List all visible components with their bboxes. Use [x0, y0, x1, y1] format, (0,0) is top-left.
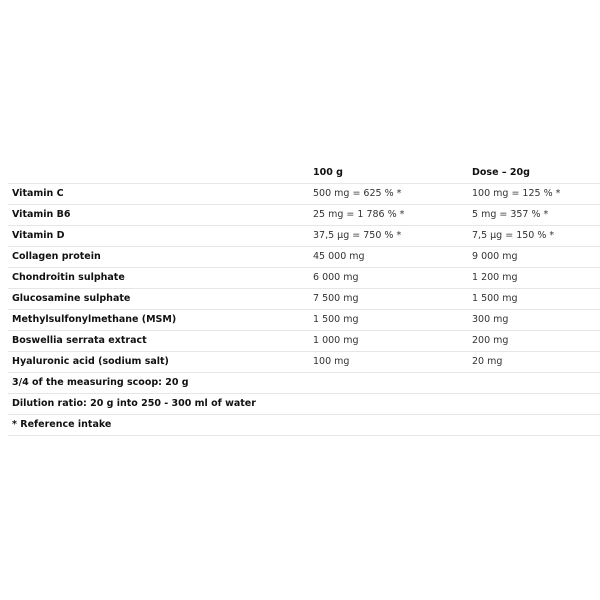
table-row: [8, 247, 600, 268]
ingredient-name: Methylsulfonylmethane (MSM): [8, 310, 309, 331]
value-per-dose: 300 mg: [468, 310, 600, 331]
header-per-100g: 100 g: [309, 163, 468, 184]
table-row: [8, 184, 600, 205]
table-row: [8, 352, 600, 373]
table-row: [8, 394, 600, 415]
value-per-dose: [468, 415, 600, 436]
ingredient-name: Vitamin C: [8, 184, 309, 205]
value-per-100g: 100 mg: [309, 352, 468, 373]
value-per-dose: 9 000 mg: [468, 247, 600, 268]
serving-note: 3/4 of the measuring scoop: 20 g: [8, 373, 309, 394]
ingredient-name: Hyaluronic acid (sodium salt): [8, 352, 309, 373]
table-row: [8, 373, 600, 394]
header-per-dose: Dose – 20g: [468, 163, 600, 184]
value-per-dose: [468, 373, 600, 394]
value-per-100g: 7 500 mg: [309, 289, 468, 310]
value-per-100g: 1 500 mg: [309, 310, 468, 331]
ingredient-name: Vitamin B6: [8, 205, 309, 226]
value-per-dose: 100 mg = 125 % *: [468, 184, 600, 205]
value-per-100g: [309, 394, 468, 415]
value-per-100g: [309, 415, 468, 436]
ingredient-name: Boswellia serrata extract: [8, 331, 309, 352]
value-per-100g: 1 000 mg: [309, 331, 468, 352]
table-header: [8, 163, 600, 184]
table-row: [8, 331, 600, 352]
table-row: [8, 310, 600, 331]
value-per-dose: 200 mg: [468, 331, 600, 352]
header-row: [8, 163, 600, 184]
reference-intake-note: * Reference intake: [8, 415, 309, 436]
dilution-note: Dilution ratio: 20 g into 250 - 300 ml of water: [8, 394, 309, 415]
value-per-dose: [468, 394, 600, 415]
value-per-100g: 500 mg = 625 % *: [309, 184, 468, 205]
ingredient-name: Chondroitin sulphate: [8, 268, 309, 289]
ingredient-name: Collagen protein: [8, 247, 309, 268]
table-row: [8, 415, 600, 436]
value-per-dose: 5 mg = 357 % *: [468, 205, 600, 226]
ingredient-name: Vitamin D: [8, 226, 309, 247]
value-per-100g: 37,5 µg = 750 % *: [309, 226, 468, 247]
value-per-100g: 45 000 mg: [309, 247, 468, 268]
table-body: [8, 184, 600, 436]
header-ingredient: [8, 163, 309, 184]
ingredient-name: Glucosamine sulphate: [8, 289, 309, 310]
value-per-100g: [309, 373, 468, 394]
value-per-dose: 1 500 mg: [468, 289, 600, 310]
table-row: [8, 268, 600, 289]
table-row: [8, 289, 600, 310]
nutrition-table: [8, 163, 600, 436]
table-row: [8, 226, 600, 247]
value-per-dose: 1 200 mg: [468, 268, 600, 289]
value-per-dose: 7,5 µg = 150 % *: [468, 226, 600, 247]
value-per-dose: 20 mg: [468, 352, 600, 373]
value-per-100g: 6 000 mg: [309, 268, 468, 289]
value-per-100g: 25 mg = 1 786 % *: [309, 205, 468, 226]
table-row: [8, 205, 600, 226]
